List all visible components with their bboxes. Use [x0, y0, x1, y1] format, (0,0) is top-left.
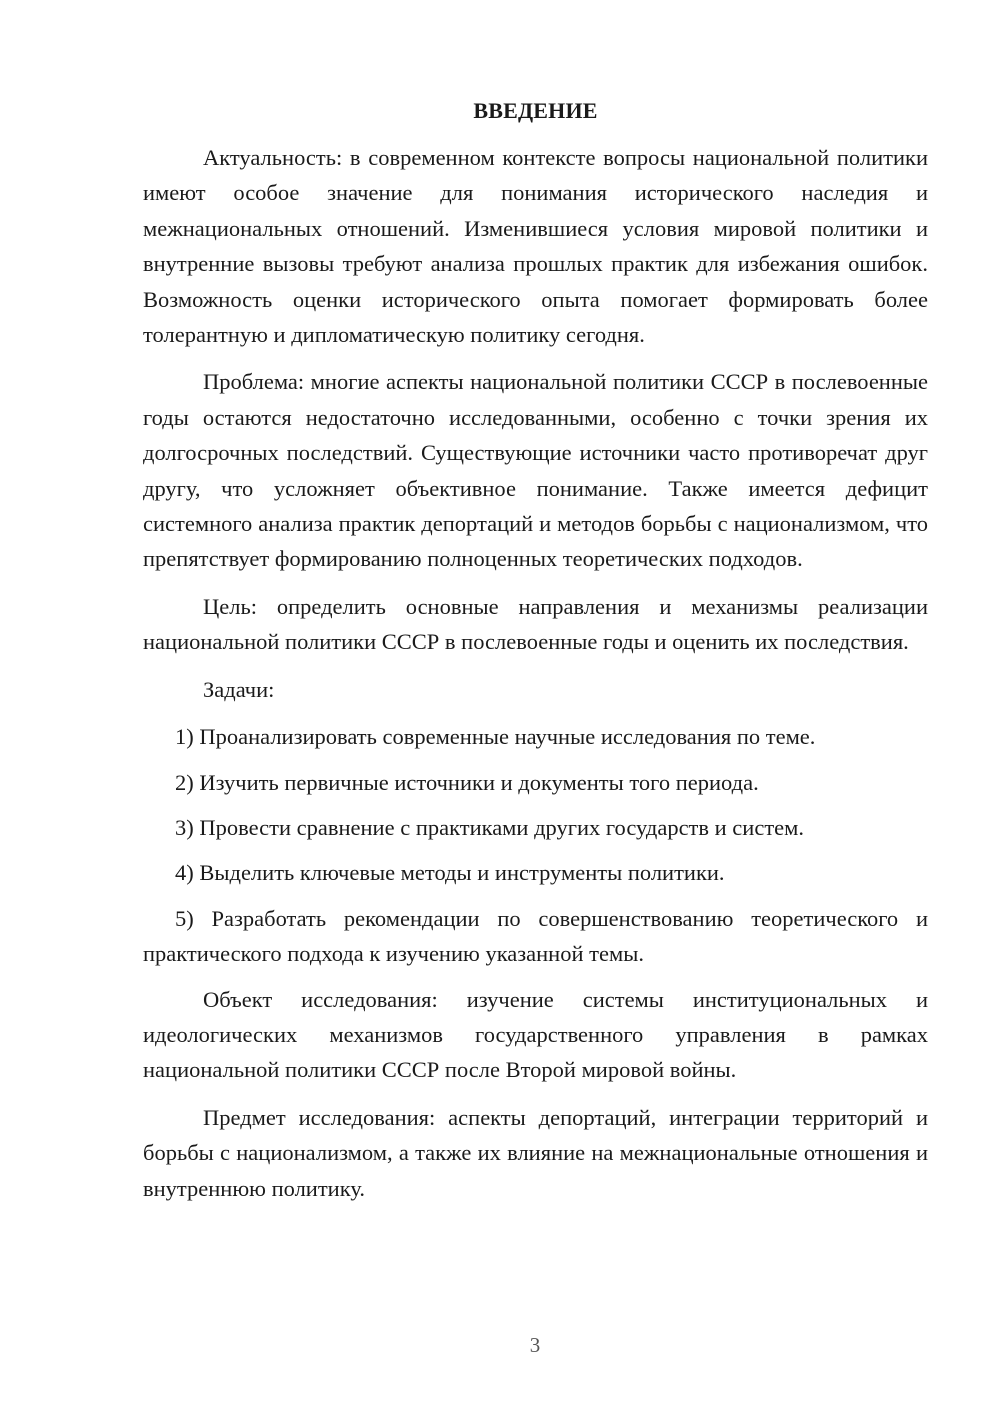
tasks-list [143, 719, 928, 971]
list-item: 1) Проанализировать современные научные исследования по теме. [175, 724, 816, 750]
tasks-heading: Задачи: [203, 676, 275, 702]
paragraph-object: Объект исследования: изучение системы институциональных и идеологических механизмов государственного управления в рамках национальной политики СССР после Второй мировой войны. [143, 986, 928, 1083]
list-item: 5) Разработать рекомендации по совершенствованию теоретического и практического подхода к изучению указанной темы. [143, 905, 928, 967]
page-title: ВВЕДЕНИЕ [473, 98, 598, 123]
document-body [143, 96, 928, 1218]
paragraph-subject: Предмет исследования: аспекты депортаций, интеграции территорий и борьбы с национализмом, а также их влияние на межнациональные отношения и внутреннюю политику. [143, 1104, 928, 1201]
paragraph-problem: Проблема: многие аспекты национальной политики СССР в послевоенные годы остаются недостаточно исследованными, особенно с точки зрения их долгосрочных последствий. Существующие источники часто противоречат друг другу, что усложняет объективное понимание. Также имеется дефицит системного анализа практик депортаций и методов борьбы с национализмом, что препятствует формированию полноценных теоретических подходов. [143, 369, 928, 572]
list-item: 4) Выделить ключевые методы и инструменты политики. [175, 860, 725, 886]
paragraph-relevance: Актуальность: в современном контексте вопросы национальной политики имеют особое значение для понимания исторического наследия и межнациональных отношений. Изменившиеся условия мировой политики и внутренние вызовы требуют анализа прошлых практик для избежания ошибок. Возможность оценки исторического опыта помогает формировать более толерантную и дипломатическую политику сегодня. [143, 145, 928, 348]
list-item: 2) Изучить первичные источники и документы того периода. [175, 769, 759, 795]
page-number: 3 [529, 1333, 541, 1357]
paragraph-goal: Цель: определить основные направления и механизмы реализации национальной политики СССР в послевоенные годы и оценить их последствия. [143, 593, 928, 655]
list-item: 3) Провести сравнение с практиками других государств и систем. [175, 814, 805, 840]
